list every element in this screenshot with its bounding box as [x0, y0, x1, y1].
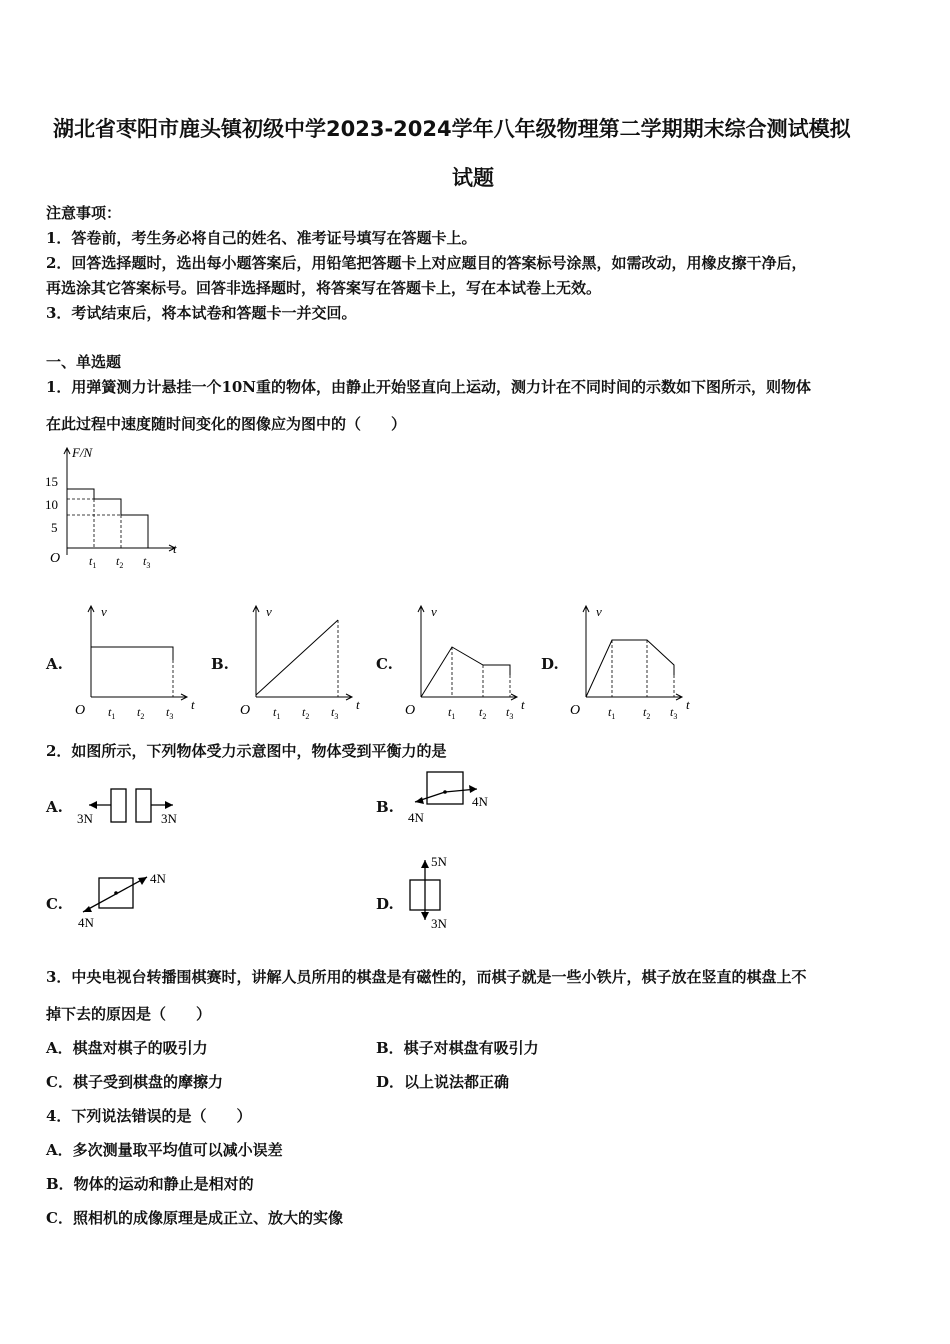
page-title-line2: 试题: [452, 166, 494, 190]
svg-text:t1: $t_1$: [448, 705, 456, 721]
svg-text:4N: 4N: [408, 810, 424, 825]
vt-graph-a: [72, 600, 202, 720]
notes-heading: 注意事项：: [46, 204, 122, 222]
option-label: C.: [46, 895, 63, 913]
q2-option-c-diagram: [75, 868, 185, 933]
svg-text:v: v: [266, 604, 272, 619]
svg-text:O: O: [75, 703, 86, 718]
svg-text:t: t: [521, 697, 525, 712]
force-graph-ytick: 5: [51, 520, 58, 535]
q2-option-b-diagram: [405, 768, 505, 830]
option-item: A．棋盘对棋子的吸引力: [46, 1039, 208, 1057]
option-item: D．以上说法都正确: [376, 1073, 510, 1091]
svg-text:4N: 4N: [78, 915, 94, 930]
svg-text:t3: $t_3$: [166, 705, 174, 721]
section-heading: 一、单选题: [46, 353, 122, 371]
q1-stem-line1: 1．用弹簧测力计悬挂一个10N重的物体，由静止开始竖直向上运动，测力计在不同时间的示数如下图所示，则物体: [46, 378, 812, 396]
option-item: C．棋子受到棋盘的摩擦力: [46, 1073, 223, 1091]
page-title: 湖北省枣阳市鹿头镇初级中学2023-2024学年八年级物理第二学期期末综合测试模拟: [53, 117, 851, 141]
svg-text:t2: $t_2$: [479, 705, 487, 721]
q2-option-a-diagram: [75, 785, 190, 830]
force-graph-xtick: $t_2$: [116, 554, 124, 570]
svg-text:O: O: [405, 703, 416, 718]
note-item: 1．答卷前，考生务必将自己的姓名、准考证号填写在答题卡上。: [46, 229, 477, 247]
force-graph-xtick: $t_3$: [143, 554, 151, 570]
option-item: A．多次测量取平均值可以减小误差: [46, 1141, 283, 1159]
option-label: B.: [211, 655, 229, 673]
option-label: C.: [376, 655, 393, 673]
svg-text:5N: 5N: [431, 854, 447, 869]
svg-text:t2: $t_2$: [137, 705, 145, 721]
vt-graph-d: [567, 600, 697, 720]
svg-text:t3: $t_3$: [506, 705, 514, 721]
q4-stem: 4．下列说法错误的是（ ）: [46, 1107, 252, 1125]
q3-stem-line1: 3．中央电视台转播围棋赛时，讲解人员所用的棋盘是有磁性的，而棋子就是一些小铁片，棋子放在竖直的棋盘上不: [46, 968, 807, 986]
force-graph-xlabel: t: [173, 541, 177, 556]
q2-stem: 2．如图所示，下列物体受力示意图中，物体受到平衡力的是: [46, 742, 447, 760]
note-item: 再选涂其它答案标号。回答非选择题时，将答案写在答题卡上，写在本试卷上无效。: [46, 279, 602, 297]
svg-text:t1: $t_1$: [273, 705, 281, 721]
note-item: 3．考试结束后，将本试卷和答题卡一并交回。: [46, 304, 357, 322]
option-item: B．物体的运动和静止是相对的: [46, 1175, 254, 1193]
vt-graph-c: [402, 600, 532, 720]
force-graph-ytick: 10: [45, 497, 58, 512]
svg-text:v: v: [431, 604, 437, 619]
svg-text:4N: 4N: [472, 794, 488, 809]
svg-text:t: t: [686, 697, 690, 712]
q3-stem-line2: 掉下去的原因是（ ）: [46, 1005, 212, 1023]
option-item: C．照相机的成像原理是成正立、放大的实像: [46, 1209, 343, 1227]
option-label: A.: [46, 655, 63, 673]
svg-text:t2: $t_2$: [302, 705, 310, 721]
svg-text:O: O: [570, 703, 581, 718]
option-label: D.: [541, 655, 559, 673]
svg-text:t1: $t_1$: [108, 705, 116, 721]
force-graph-origin: O: [50, 551, 61, 566]
svg-text:t2: $t_2$: [643, 705, 651, 721]
force-graph-xtick: $t_1$: [89, 554, 97, 570]
svg-text:v: v: [101, 604, 107, 619]
force-time-graph: [40, 440, 190, 575]
svg-text:t3: $t_3$: [331, 705, 339, 721]
option-label: A.: [46, 798, 63, 816]
option-item: B．棋子对棋盘有吸引力: [376, 1039, 539, 1057]
option-label: D.: [376, 895, 394, 913]
q1-stem-line2: 在此过程中速度随时间变化的图像应为图中的（ ）: [46, 415, 407, 433]
svg-text:t1: $t_1$: [608, 705, 616, 721]
svg-text:3N: 3N: [431, 916, 447, 931]
svg-text:t: t: [356, 697, 360, 712]
svg-text:4N: 4N: [150, 871, 166, 886]
force-graph-ylabel: F/N: [72, 445, 93, 460]
force-graph-ytick: 15: [45, 474, 58, 489]
option-label: B.: [376, 798, 394, 816]
svg-text:v: v: [596, 604, 602, 619]
svg-text:t: t: [191, 697, 195, 712]
note-item: 2．回答选择题时，选出每小题答案后，用铅笔把答题卡上对应题目的答案标号涂黑，如需改动，用橡皮擦干净后，: [46, 254, 807, 272]
svg-text:t3: $t_3$: [670, 705, 678, 721]
svg-text:O: O: [240, 703, 251, 718]
svg-text:3N: 3N: [77, 811, 93, 826]
q2-option-d-diagram: [402, 852, 472, 934]
vt-graph-b: [237, 600, 367, 720]
svg-text:3N: 3N: [161, 811, 177, 826]
